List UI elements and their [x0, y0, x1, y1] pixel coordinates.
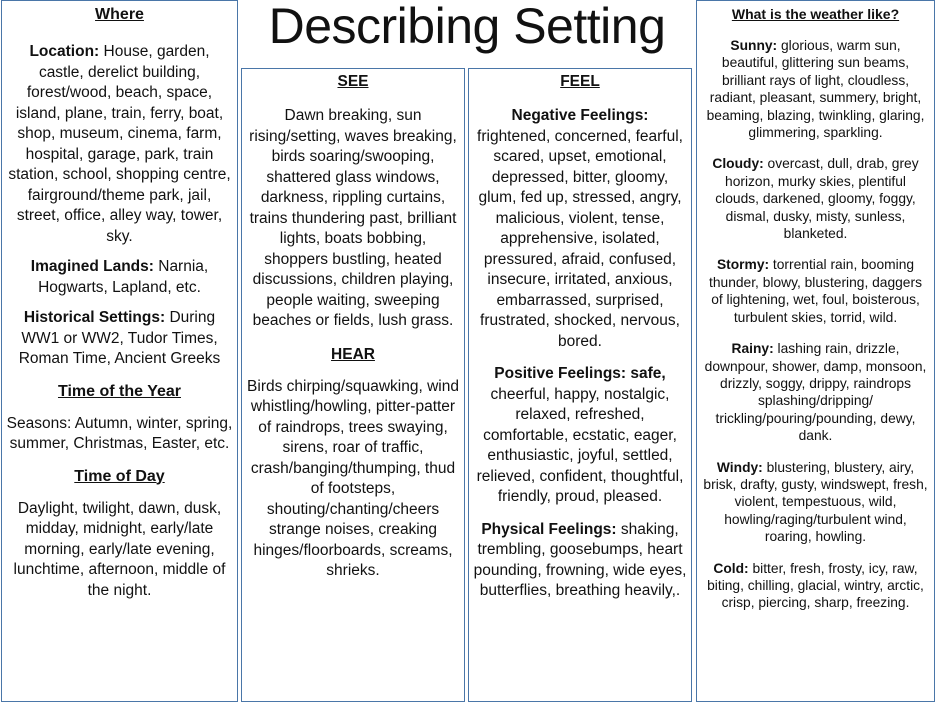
windy-label: Windy:: [716, 459, 763, 475]
time-of-year-heading: Time of the Year: [57, 382, 181, 400]
negative-feelings-label: Negative Feelings:: [511, 107, 649, 124]
cold-label: Cold:: [713, 560, 749, 576]
historical-settings-text: [6, 308, 233, 370]
rainy-list: lashing rain, drizzle, downpour, shower, damp, monsoon, drizzly, soggy, drippy, raindrops splashing/dripping/ trickling/pouring/pounding, dewy, dank.: [704, 341, 927, 444]
imagined-lands-text: [6, 257, 233, 298]
cloudy-text: [703, 155, 928, 242]
sunny-list: glorious, warm sun, beautiful, glittering sun beams, brilliant rays of light, cloudless, radiant, pleasant, summery, bright, beaming, blazing, twinkling, glaring, glimmering, sparkling.: [706, 38, 925, 141]
page-title: Describing Setting: [268, 0, 666, 54]
positive-feelings-text: cheerful, happy, nostalgic, relaxed, refreshed, comfortable, ecstatic, eager, enthusiastic, joyful, settled, relieved, confident, thoughtful, friendly, proud, pleased.: [476, 385, 684, 505]
time-of-day-text: Daylight, twilight, dawn, dusk, midday, midnight, early/late morning, early/late evening, lunchtime, afternoon, middle of the night.: [13, 499, 226, 599]
stormy-text: [703, 256, 928, 326]
cloudy-label: Cloudy:: [712, 156, 764, 172]
time-of-day-heading: Time of Day: [74, 467, 165, 485]
location-label: Location:: [29, 43, 100, 60]
rainy-text: [703, 340, 928, 444]
imagined-lands-label: Imagined Lands:: [30, 258, 154, 275]
hear-heading: HEAR: [331, 345, 375, 363]
feel-heading: FEEL: [560, 73, 600, 90]
see-heading: SEE: [337, 73, 369, 90]
physical-feelings-label: Physical Feelings:: [481, 520, 617, 538]
location-list: House, garden, castle, derelict building, forest/wood, beach, space, island, plane, train, ferry, boat, shop, museum, cinema, farm, hospital, garage, park, train station, school, shopping centre, fairground/theme park, jail, street, office, alley way, tower, sky.: [8, 43, 231, 245]
imagined-lands-list: Narnia, Hogwarts, Lapland, etc.: [38, 258, 209, 296]
positive-feelings-label: Positive Feelings: safe,: [494, 365, 666, 382]
where-panel: [1, 0, 238, 702]
see-hear-panel: [241, 68, 465, 702]
windy-text: [703, 459, 928, 546]
sunny-label: Sunny:: [730, 38, 778, 53]
physical-feelings-list: shaking, trembling, goosebumps, heart pounding, frowning, wide eyes, butterflies, breathing heavily,.: [473, 520, 687, 599]
location-text: [6, 42, 233, 247]
time-of-year-text: Seasons: Autumn, winter, spring, summer, Christmas, Easter, etc.: [6, 414, 233, 452]
weather-heading: What is the weather like?: [731, 6, 900, 22]
sunny-text: [703, 37, 928, 141]
feel-panel: [468, 68, 692, 702]
historical-settings-label: Historical Settings:: [23, 309, 166, 326]
historical-settings-list: During WW1 or WW2, Tudor Times, Roman Time, Ancient Greeks: [18, 309, 221, 367]
hear-text: Birds chirping/squawking, wind whistling/howling, pitter-patter of raindrops, trees swaying, sirens, roar of traffic, crash/banging/thumping, thud of footsteps, shouting/chanting/cheers strange noises, creaking hinges/floorboards, screams, shrieks.: [247, 377, 459, 579]
where-heading: Where: [95, 6, 144, 23]
negative-feelings-text: frightened, concerned, fearful, scared, upset, emotional, depressed, bitter, gloomy, glum, fed up, stressed, angry, malicious, violent, tense, apprehensive, isolated, pressured, afraid, confused, insecure, irritated, anxious, embarrassed, surprised, frustrated, shocked, nervous, bored.: [477, 127, 683, 350]
cold-list: bitter, fresh, frosty, icy, raw, biting, chilling, glacial, wintry, arctic, crisp, piercing, sharp, freezing.: [707, 560, 924, 611]
physical-feelings-text: [472, 520, 688, 602]
windy-list: blustering, blustery, airy, brisk, drafty, gusty, windswept, fresh, violent, tempestuous, wild, howling/raging/turbulent wind, roaring, howling.: [703, 459, 928, 545]
cold-text: [703, 560, 928, 612]
see-text: Dawn breaking, sun rising/setting, waves breaking, birds soaring/swooping, shattered glass windows, darkness, rippling curtains, trains thundering past, brilliant lights, boats bobbing, shoppers bustling, heated discussions, children playing, people waiting, sweeping beaches or fields, lush grass.: [249, 107, 457, 329]
stormy-list: torrential rain, booming thunder, blowy, blustering, daggers of lightening, wet, foul, boisterous, turbulent skies, torrid, wild.: [709, 257, 922, 325]
stormy-label: Stormy:: [716, 257, 770, 273]
cloudy-list: overcast, dull, drab, grey horizon, murky skies, plentiful clouds, darkened, gloomy, foggy, dismal, dusky, misty, sunless, blanketed.: [715, 156, 919, 242]
weather-panel: [696, 0, 935, 702]
rainy-label: Rainy:: [731, 341, 774, 357]
